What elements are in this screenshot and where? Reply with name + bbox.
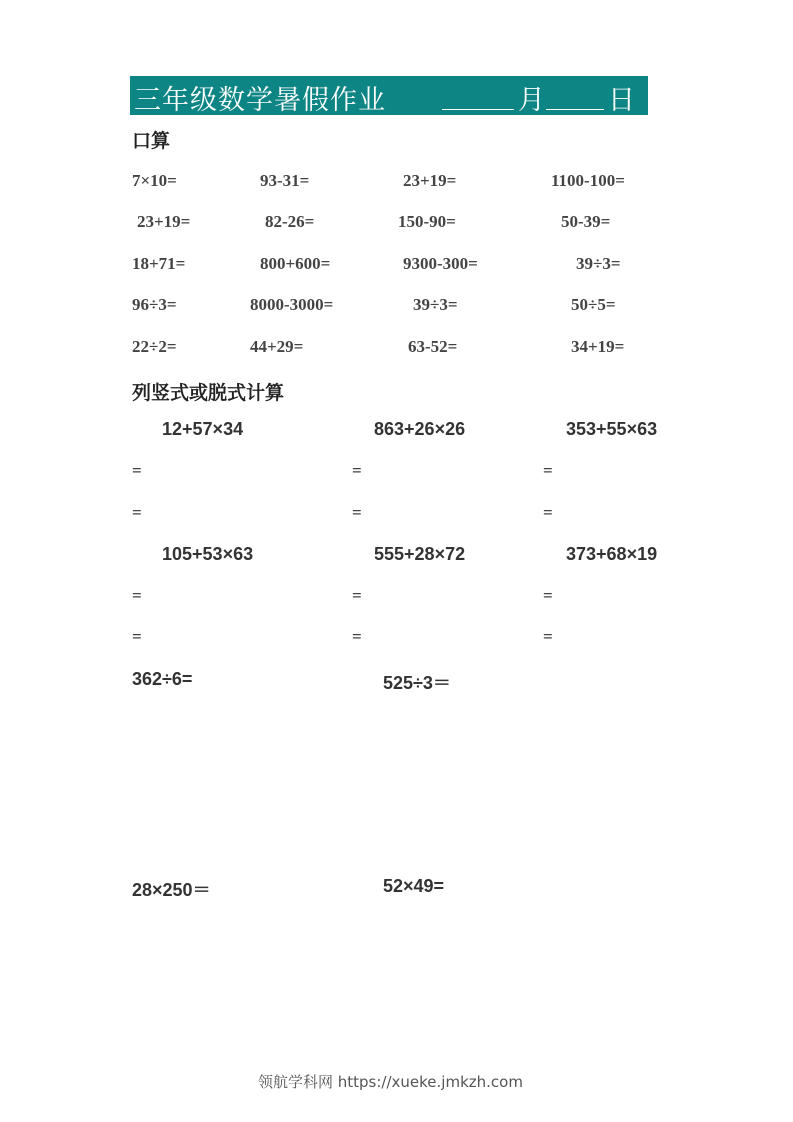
- calc-problem: 555+28×72: [374, 544, 466, 564]
- oral-problem: 8000-3000=: [250, 295, 334, 314]
- oral-problem: 23+19=: [403, 171, 457, 190]
- oral-problem: 96÷3=: [132, 295, 177, 314]
- oral-problem: 9300-300=: [403, 254, 478, 273]
- division-problem: 525÷3＝: [383, 673, 451, 693]
- oral-problem: 23+19=: [137, 212, 191, 231]
- oral-problem: 7×10=: [132, 171, 177, 190]
- oral-heading: 口算: [132, 130, 171, 152]
- oral-problem: 63-52=: [408, 337, 458, 356]
- oral-problem: 150-90=: [398, 212, 456, 231]
- oral-problem: 18+71=: [132, 254, 186, 273]
- equals-sign: =: [132, 503, 142, 522]
- equals-sign: =: [132, 461, 142, 480]
- calc-problem: 373+68×19: [566, 544, 658, 564]
- oral-problem: 50-39=: [561, 212, 611, 231]
- calc-problem: 353+55×63: [566, 419, 658, 439]
- calc-problem: 105+53×63: [162, 544, 254, 564]
- oral-problem: 93-31=: [260, 171, 310, 190]
- month-label: 月: [518, 85, 545, 116]
- equals-sign: =: [352, 627, 362, 646]
- equals-sign: =: [132, 586, 142, 605]
- equals-sign: =: [352, 503, 362, 522]
- day-blank[interactable]: [546, 109, 604, 110]
- equals-sign: =: [543, 627, 553, 646]
- calc-problem: 863+26×26: [374, 419, 466, 439]
- vertical-heading: 列竖式或脱式计算: [132, 382, 285, 404]
- oral-problem: 44+29=: [250, 337, 304, 356]
- month-blank[interactable]: [442, 109, 514, 110]
- multiplication-problem: 52×49=: [383, 876, 445, 896]
- multiplication-problem: 28×250＝: [132, 880, 211, 900]
- oral-problem: 50÷5=: [571, 295, 616, 314]
- equals-sign: =: [132, 627, 142, 646]
- calc-problem: 12+57×34: [162, 419, 244, 439]
- oral-problem: 1100-100=: [551, 171, 625, 190]
- oral-problem: 34+19=: [571, 337, 625, 356]
- equals-sign: =: [352, 586, 362, 605]
- oral-problem: 39÷3=: [413, 295, 458, 314]
- day-label: 日: [608, 85, 635, 116]
- page-title: 三年级数学暑假作业: [134, 85, 386, 116]
- equals-sign: =: [352, 461, 362, 480]
- oral-problem: 39÷3=: [576, 254, 621, 273]
- division-problem: 362÷6=: [132, 669, 193, 689]
- equals-sign: =: [543, 586, 553, 605]
- oral-problem: 82-26=: [265, 212, 315, 231]
- oral-problem: 22÷2=: [132, 337, 177, 356]
- footer-watermark: 领航学科网 https://xueke.jmkzh.com: [258, 1073, 523, 1091]
- equals-sign: =: [543, 461, 553, 480]
- oral-problem: 800+600=: [260, 254, 331, 273]
- title-bar: [130, 76, 648, 115]
- equals-sign: =: [543, 503, 553, 522]
